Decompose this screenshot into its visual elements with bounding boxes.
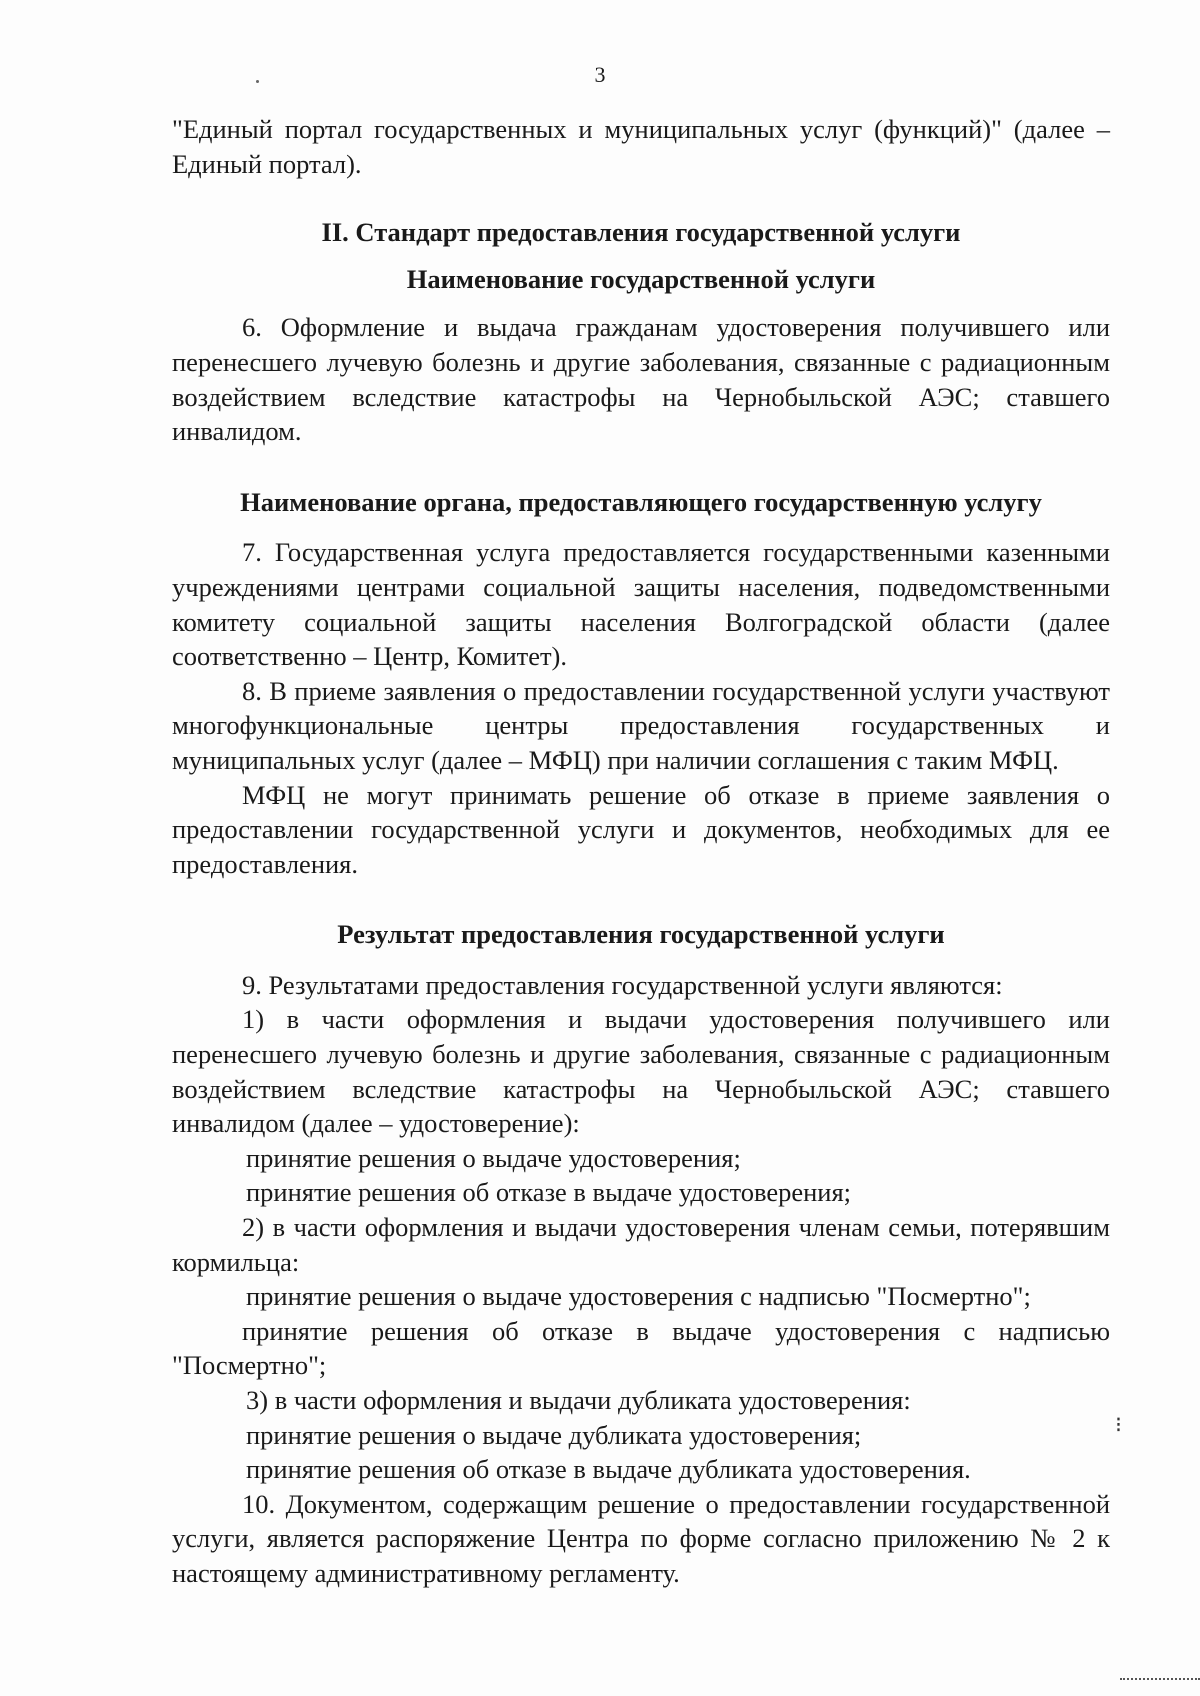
list-item-posthumous-refusal: принятие решения об отказе в выдаче удостоверения с надписью "Посмертно";	[172, 1315, 1110, 1381]
bottom-edge-line	[1120, 1678, 1200, 1680]
paragraph-9: 9. Результатами предоставления государственной услуги являются:	[242, 969, 1003, 1000]
paragraph-9-2: 2) в части оформления и выдачи удостоверения членам семьи, потерявшим кормильца:	[172, 1212, 1110, 1277]
list-item: принятие решения об отказе в выдаче удостоверения;	[246, 1177, 852, 1208]
list-item: принятие решения о выдаче удостоверения;	[246, 1142, 741, 1173]
subheading-provider-authority: Наименование органа, предоставляющего государственную услугу	[240, 486, 1042, 517]
page-number: 3	[594, 62, 606, 87]
paragraph-8: 8. В приеме заявления о предоставлении государственной услуги участвуют многофункциональные центры предоставления государственных и муниципальных услуг (далее – МФЦ) при наличии соглашения с таким МФЦ.	[172, 675, 1110, 775]
paragraph-9-3: 3) в части оформления и выдачи дубликата удостоверения:	[246, 1385, 911, 1415]
paragraph-10: 10. Документом, содержащим решение о предоставлении государственной услуги, является распоряжение Центра по форме согласно приложению № 2 к настоящему административному регламенту.	[172, 1488, 1110, 1588]
list-item: принятие решения о выдаче удостоверения с надписью "Посмертно";	[246, 1281, 1031, 1312]
paragraph-6: 6. Оформление и выдача гражданам удостоверения получившего или перенесшего лучевую болезнь и другие заболевания, связанные с радиационным воздействием вследствие катастрофы на Чернобыльской АЭС; ставшего инвалидом.	[172, 312, 1110, 447]
subheading-service-result: Результат предоставления государственной услуги	[337, 919, 945, 950]
subheading-service-name: Наименование государственной услуги	[406, 263, 876, 294]
margin-mark: ⁝	[1115, 1412, 1122, 1437]
section-heading-standard: II. Стандарт предоставления государственной услуги	[321, 217, 961, 248]
paragraph-9-1: 1) в части оформления и выдачи удостоверения получившего или перенесшего лучевую болезнь и другие заболевания, связанные с радиационным воздействием вследствие катастрофы на Чернобыльской АЭС; ставшего инвалидом (далее – удостоверение):	[172, 1004, 1110, 1139]
intro-paragraph: "Единый портал государственных и муниципальных услуг (функций)" (далее – Единый портал).	[172, 114, 1110, 179]
list-item: принятие решения об отказе в выдаче дубликата удостоверения.	[246, 1454, 971, 1485]
paragraph-7: 7. Государственная услуга предоставляется государственными казенными учреждениями центрами социальной защиты населения, подведомственными комитету социальной защиты населения Волгоградской области (далее соответственно – Центр, Комитет).	[172, 537, 1110, 672]
document-body	[172, 112, 1110, 1591]
list-item: принятие решения о выдаче дубликата удостоверения;	[246, 1419, 862, 1450]
paragraph-mfc: МФЦ не могут принимать решение об отказе в приеме заявления о предоставлении государственной услуги и документов, необходимых для ее предоставления.	[172, 779, 1110, 879]
